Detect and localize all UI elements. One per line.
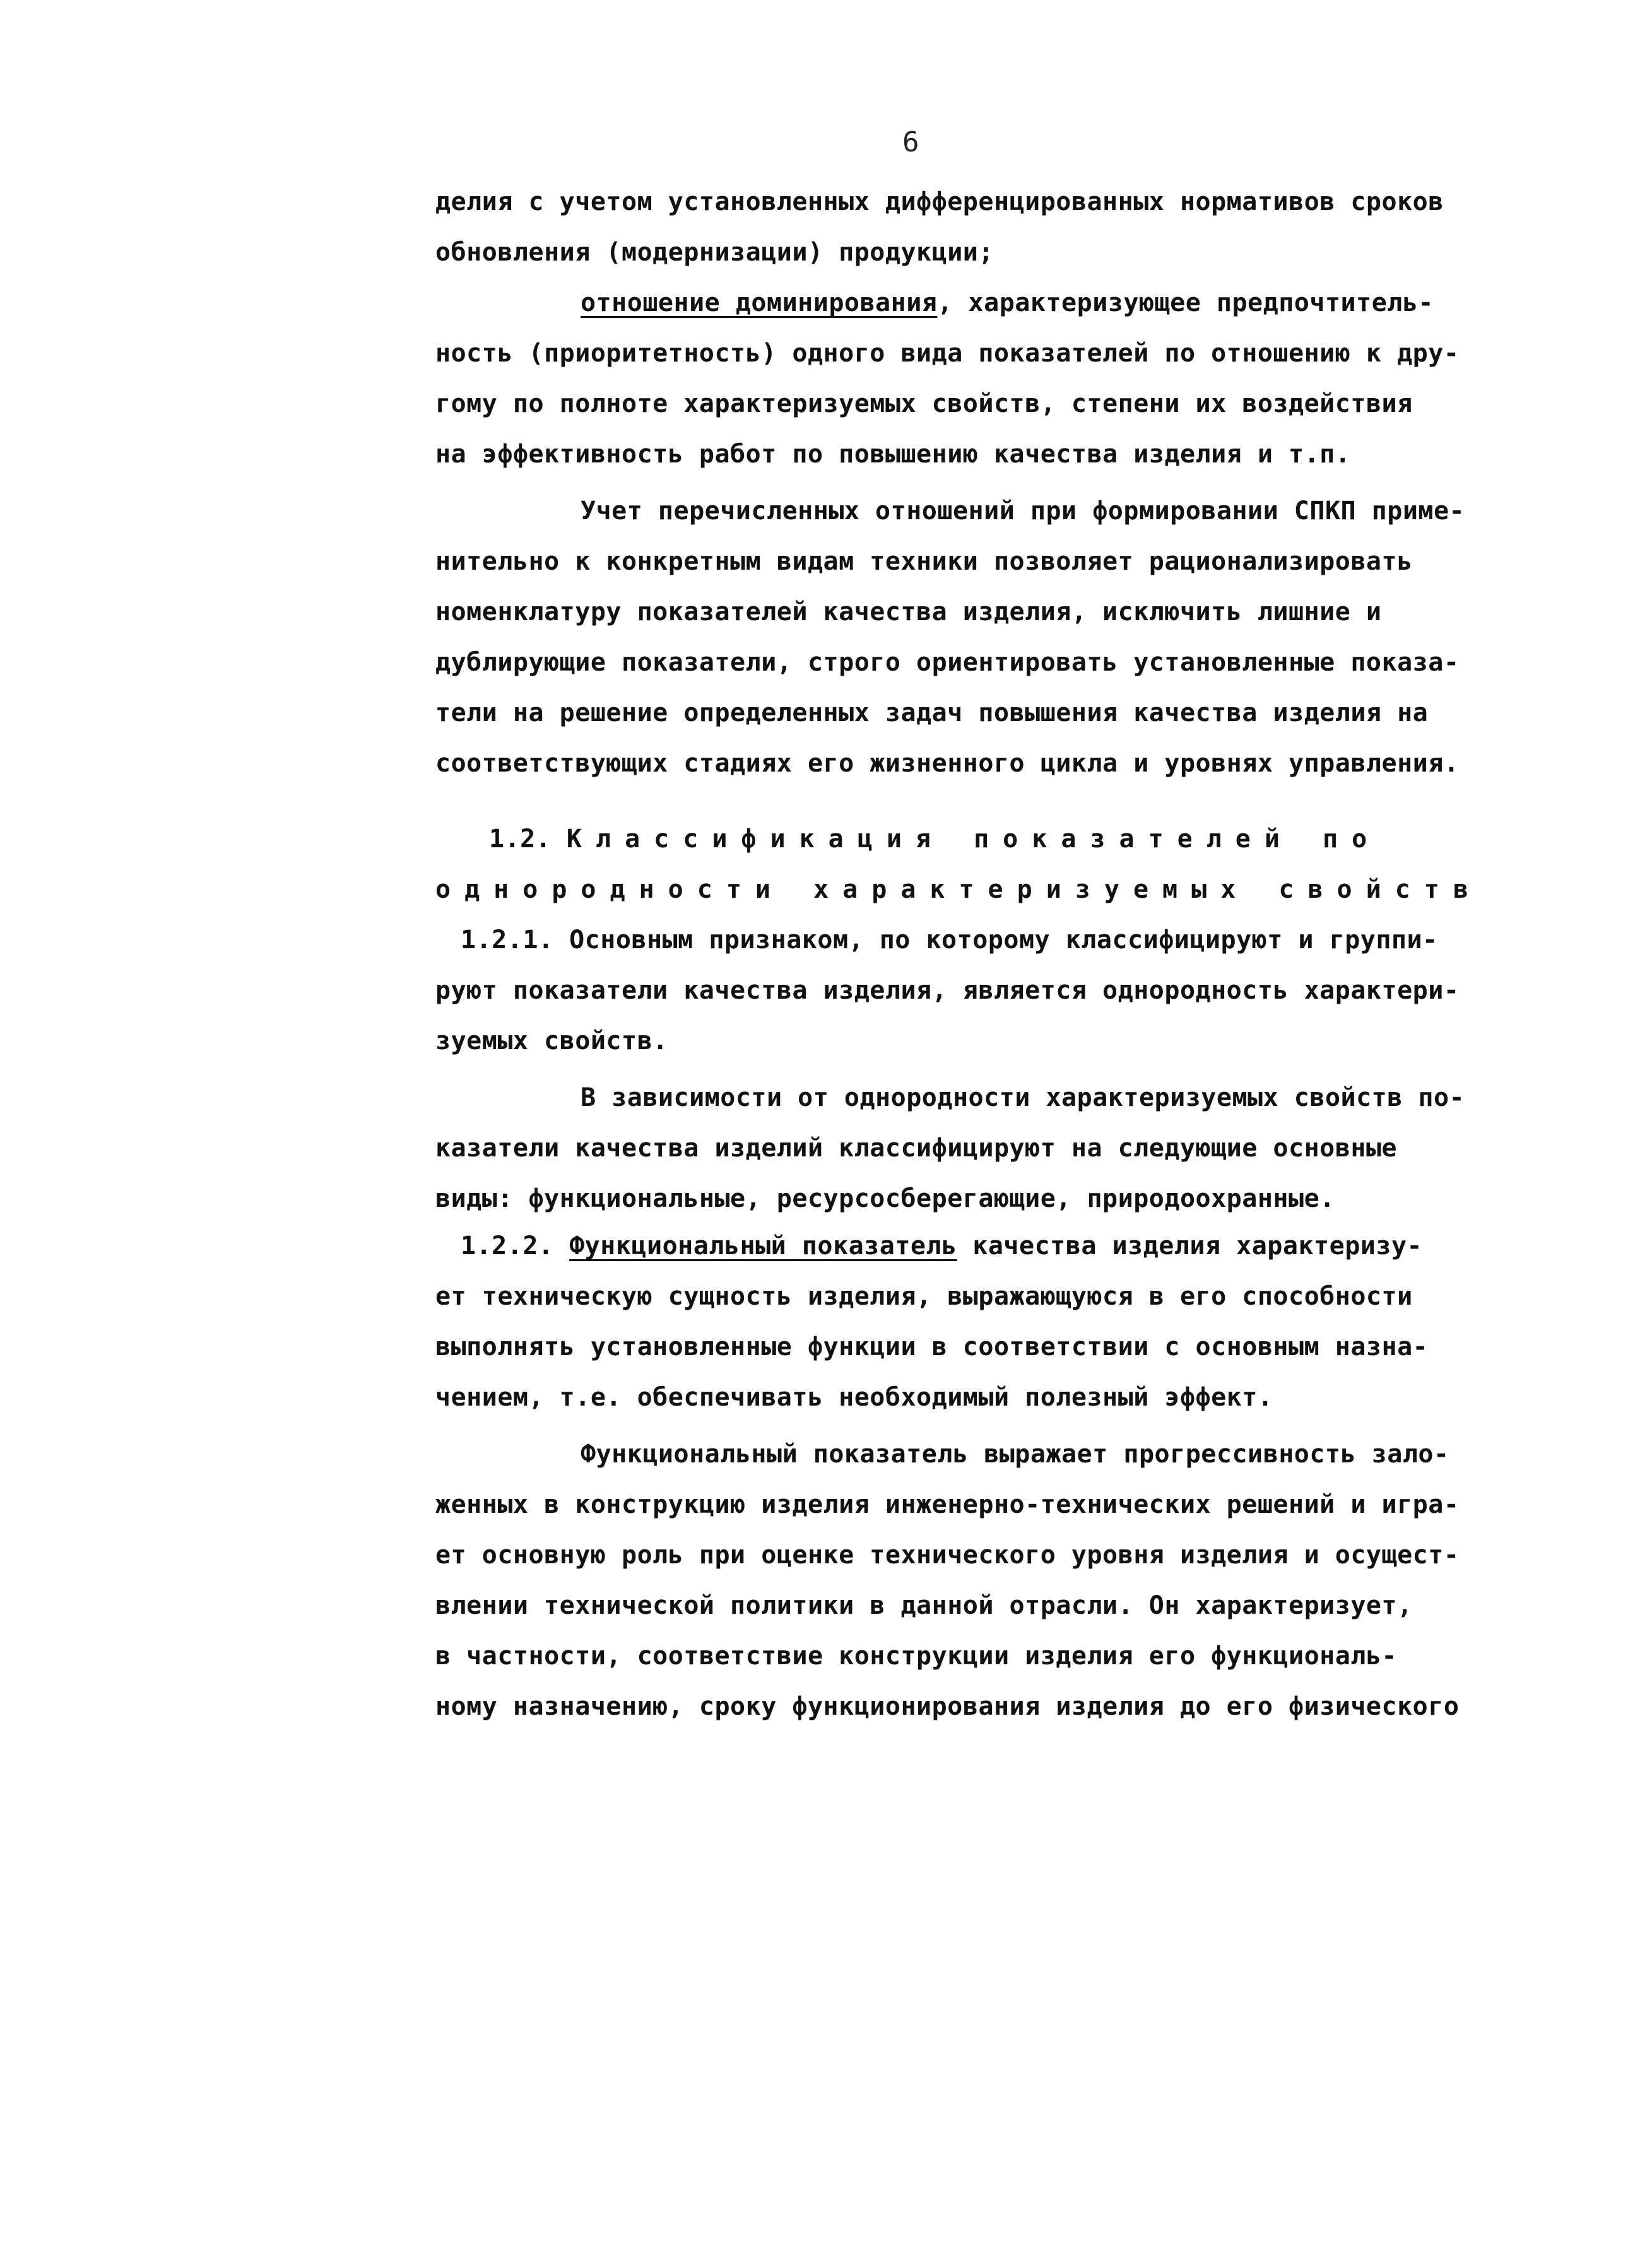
- text-line: ность (приоритетность) одного вида показателей по отношению к дру-: [435, 339, 1460, 368]
- section-number: 1.2.: [489, 825, 552, 854]
- text-line: В зависимости от однородности характеризуемых свойств по-: [581, 1083, 1465, 1112]
- text-line: казатели качества изделий классифицируют на следующие основные: [435, 1134, 1398, 1163]
- text-line: чением, т.е. обеспечивать необходимый полезный эффект.: [435, 1383, 1273, 1412]
- text-line: 1.2.1. Основным признаком, по которому классифицируют и группи-: [461, 925, 1438, 955]
- text-line: ет техническую сущность изделия, выражающуюся в его способности: [435, 1282, 1413, 1311]
- text-line: соответствующих стадиях его жизненного цикла и уровнях управления.: [435, 749, 1460, 778]
- paragraph-7: [435, 1429, 1502, 1732]
- paragraph-5: [435, 1072, 1502, 1224]
- text-line: в частности, соответствие конструкции изделия его функциональ-: [435, 1642, 1398, 1671]
- text-line: виды: функциональные, ресурсосберегающие, природоохранные.: [435, 1184, 1335, 1213]
- text-line: Функциональный показатель выражает прогрессивность зало-: [581, 1440, 1449, 1469]
- text-line: гому по полноте характеризуемых свойств, степени их воздействия: [435, 389, 1413, 418]
- paragraph-6: [435, 1221, 1502, 1423]
- heading-line-2: [435, 864, 1546, 915]
- heading-line-1: [435, 814, 1546, 864]
- text-line: делия с учетом установленных дифференцированных нормативов сроков: [435, 187, 1444, 216]
- text-line: Учет перечисленных отношений при формировании СПКП приме-: [581, 496, 1465, 526]
- text-line: зуемых свойств.: [435, 1026, 668, 1055]
- text-line: влении технической политики в данной отрасли. Он характеризует,: [435, 1591, 1413, 1620]
- paragraph-1: [435, 177, 1502, 278]
- paragraph-2: [435, 278, 1502, 479]
- text-line: ному назначению, сроку функционирования изделия до его физического: [435, 1692, 1460, 1721]
- text-line: номенклатуру показателей качества изделия, исключить лишние и: [435, 597, 1382, 626]
- item-number: 1.2.2.: [461, 1231, 554, 1260]
- text-line: тели на решение определенных задач повышения качества изделия на: [435, 698, 1429, 727]
- page-number: 6: [902, 126, 919, 158]
- text-line: женных в конструкцию изделия инженерно-технических решений и игра-: [435, 1490, 1460, 1519]
- text-fragment: , характеризующее предпочтитель-: [937, 288, 1434, 317]
- text-line: нительно к конкретным видам техники позволяет рационализировать: [435, 547, 1413, 576]
- text-fragment: качества изделия характеризу-: [957, 1231, 1423, 1260]
- heading-text: Классификация показателей по: [566, 825, 1381, 854]
- text-line: выполнять установленные функции в соответствии с основным назна-: [435, 1332, 1429, 1361]
- text-line: обновления (модернизации) продукции;: [435, 238, 994, 267]
- text-line: [435, 278, 1502, 328]
- text-line: дублирующие показатели, строго ориентировать установленные показа-: [435, 648, 1460, 677]
- heading-text: однородности характеризуемых свойств: [435, 875, 1482, 904]
- term-dominance: отношение доминирования: [581, 288, 938, 317]
- paragraph-3: [435, 486, 1502, 789]
- section-heading: [435, 814, 1546, 915]
- text-line: на эффективность работ по повышению качества изделия и т.п.: [435, 440, 1351, 469]
- text-line: [461, 1221, 1502, 1271]
- paragraph-4: [435, 915, 1502, 1066]
- term-functional-indicator: Функциональный показатель: [569, 1231, 957, 1260]
- text-line: руют показатели качества изделия, является однородность характери-: [435, 976, 1460, 1005]
- text-line: ет основную роль при оценке технического уровня изделия и осущест-: [435, 1541, 1460, 1570]
